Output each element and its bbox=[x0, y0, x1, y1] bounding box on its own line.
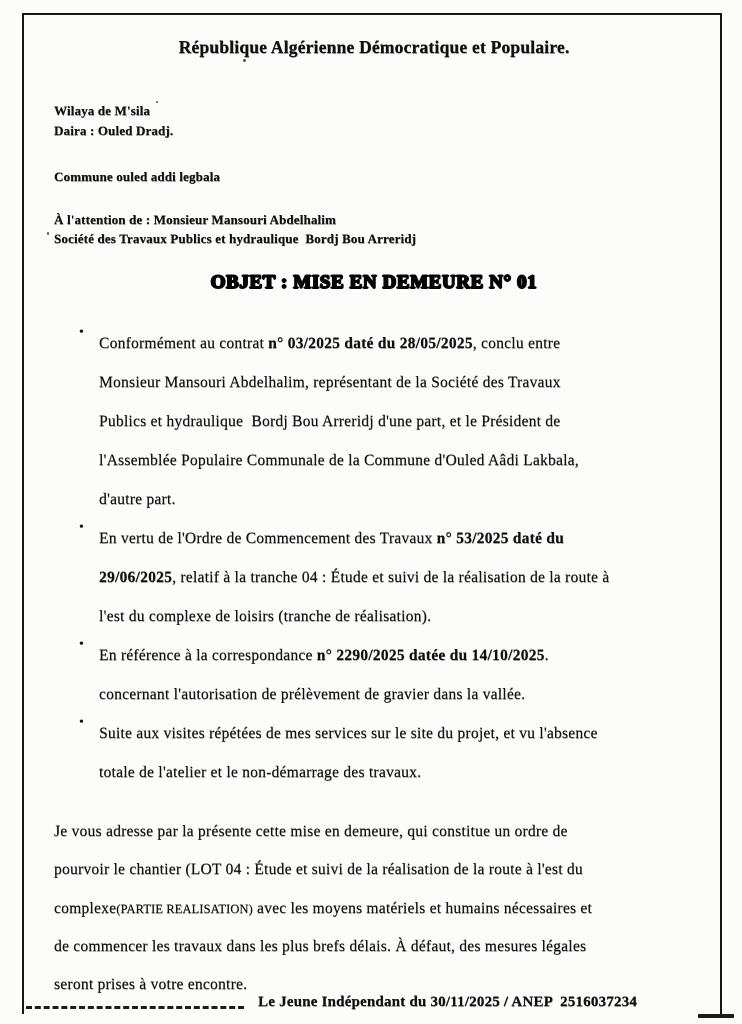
text-line bbox=[99, 363, 694, 402]
text-segment: pourvoir le chantier (LOT 04 : Étude et suivi de la réalisation de la route à l'est du bbox=[54, 861, 583, 879]
text-line bbox=[54, 928, 694, 966]
bold-text-segment: 29/06/2025 bbox=[99, 569, 173, 586]
text-line bbox=[99, 324, 694, 363]
text-segment: l'Assemblée Populaire Communale de la Commune d'Ouled Aâdi Lakbala, bbox=[99, 452, 579, 469]
text-line bbox=[54, 890, 694, 928]
text-segment: concernant l'autorisation de prélèvement de gravier dans la vallée. bbox=[99, 686, 526, 703]
bullet-item bbox=[99, 714, 694, 792]
text-segment: avec les moyens matériels et humains nécessaires et bbox=[252, 899, 593, 917]
text-segment: l'est du complexe de loisirs (tranche de réalisation). bbox=[99, 608, 432, 625]
text-segment: d'autre part. bbox=[99, 491, 176, 508]
text-line bbox=[99, 558, 694, 597]
bullet-item bbox=[99, 324, 694, 519]
bold-text-segment: n° 03/2025 daté du 28/05/2025 bbox=[268, 335, 473, 352]
attention-line: À l'attention de : Monsieur Mansouri Abdelhalim bbox=[54, 212, 336, 227]
text-segment: de commencer les travaux dans les plus brefs délais. À défaut, des mesures légales bbox=[54, 937, 587, 955]
text-line bbox=[99, 636, 694, 675]
text-segment: En référence à la correspondance bbox=[99, 647, 317, 664]
bullet-item bbox=[99, 519, 694, 636]
footer-dashed-line bbox=[26, 1006, 244, 1009]
text-line bbox=[99, 753, 694, 792]
sender-block bbox=[54, 101, 694, 141]
scan-speckle bbox=[243, 59, 246, 62]
text-line bbox=[99, 402, 694, 441]
text-segment: Je vous adresse par la présente cette mise en demeure, qui constitue un ordre de bbox=[54, 823, 568, 840]
page-border-frame bbox=[22, 13, 722, 1014]
text-segment: . bbox=[544, 647, 549, 664]
text-segment: Publics et hydraulique Bordj Bou Arreridj d'une part, et le Président de bbox=[99, 413, 561, 430]
text-line bbox=[99, 519, 694, 558]
attention-block bbox=[54, 211, 694, 248]
small-caps-segment: (PARTIE REALISATION) bbox=[116, 901, 253, 916]
text-line bbox=[99, 480, 694, 519]
text-segment: En vertu de l'Ordre de Commencement des Travaux bbox=[99, 530, 437, 547]
bold-text-segment: n° 2290/2025 datée du 14/10/2025 bbox=[316, 647, 545, 664]
bullet-item bbox=[99, 636, 694, 714]
text-line bbox=[54, 813, 694, 851]
text-segment: , relatif à la tranche 04 : Étude et suivi de la réalisation de la route à bbox=[172, 569, 610, 586]
wilaya-line: Wilaya de M'sila bbox=[54, 103, 151, 118]
text-segment: Suite aux visites répétées de mes services sur le site du projet, et vu l'absence bbox=[99, 725, 598, 742]
commune-line: Commune ouled addi legbala bbox=[54, 169, 221, 184]
company-line: Société des Travaux Publics et hydraulique Bordj Bou Arreridj bbox=[54, 230, 417, 246]
text-segment: Conformément au contrat bbox=[99, 335, 269, 352]
text-line bbox=[99, 597, 694, 636]
text-segment: seront prises à votre encontre. bbox=[54, 976, 248, 993]
text-line bbox=[99, 675, 694, 714]
scan-speckle bbox=[47, 232, 49, 235]
footer-border-fragment bbox=[698, 1014, 734, 1018]
subject-heading: OBJET : MISE EN DEMEURE N° 01 bbox=[210, 272, 538, 293]
text-line bbox=[99, 714, 694, 753]
closing-paragraph bbox=[54, 813, 694, 1004]
footer-publication-line: Le Jeune Indépendant du 30/11/2025 / ANEP 2516037234 bbox=[258, 994, 638, 1010]
document-title: République Algérienne Démocratique et Populaire. bbox=[178, 37, 570, 57]
text-segment: totale de l'atelier et le non-démarrage des travaux. bbox=[99, 764, 422, 781]
text-segment: complexe bbox=[54, 899, 117, 917]
scan-speckle bbox=[156, 101, 158, 103]
text-segment: Monsieur Mansouri Abdelhalim, représentant de la Société des Travaux bbox=[99, 374, 561, 391]
text-segment: , conclu entre bbox=[472, 335, 561, 352]
text-line bbox=[99, 441, 694, 480]
bold-text-segment: n° 53/2025 daté du bbox=[436, 530, 565, 547]
bullet-list bbox=[54, 324, 694, 792]
text-line bbox=[54, 851, 694, 889]
daira-line: Daira : Ouled Dradj. bbox=[54, 123, 174, 138]
